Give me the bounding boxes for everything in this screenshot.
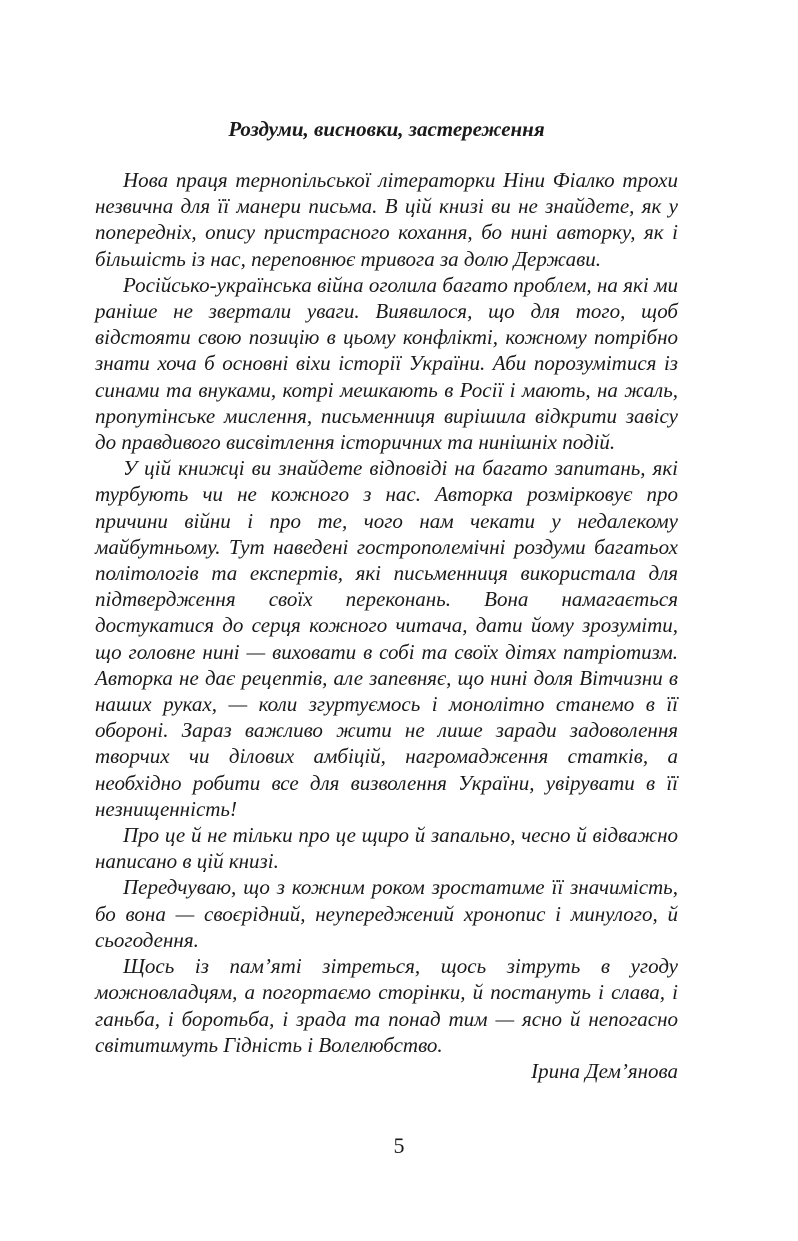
author-signature: Ірина Дем’янова: [531, 1058, 678, 1083]
paragraph-5: Передчуваю, що з кожним роком зростатиме її значимість, бо вона — своєрідний, неупереджений хронопис і минулого, й сьогодення.: [95, 875, 678, 952]
page-number: 5: [393, 1133, 405, 1158]
paragraph-3: У цій книжці ви знайдете відповіді на багато запитань, які турбують чи не кожного з нас. Авторка розмірковує про причини війни і про те, чого нам чекати у недалекому майбутньому. Тут наведені гострополемічні роздуми багатьох політологів та експертів, які письменниця використала для підтвердження своїх переконань. Вона намагається достукатися до серця кожного читача, дати йому зрозуміти, що головне нині — виховати в собі та своїх дітях патріотизм. Авторка не дає рецептів, але запевняє, що нині доля Вітчизни в наших руках, — коли згуртуємось і монолітно станемо в її обороні. Зараз важливо жити не лише заради задоволення творчих чи ділових амбіцій, нагромадження статків, а необхідно робити все для визволення України, увірувати в її незнищенність!: [95, 456, 678, 821]
paragraph-2: Російсько-українська війна оголила багато проблем, на які ми раніше не звертали уваги. Виявилося, що для того, щоб відстояти свою позицію в цьому конфлікті, кожному потрібно знати хоча б основні віхи історії України. Аби порозумітися із синами та внуками, котрі мешкають в Росії і мають, на жаль, пропутінське мислення, письменниця вирішила відкрити завісу до правдивого висвітлення історичних та нинішніх подій.: [95, 272, 678, 455]
chapter-title: Роздуми, висновки, застереження: [228, 117, 545, 141]
foreword-body: [95, 167, 678, 1084]
paragraph-1: Нова праця тернопільської літераторки Ніни Фіалко трохи незвична для її манери письма. В цій книзі ви не знайдете, як у попередніх, опису пристрасного кохання, бо нині авторку, як і більшість із нас, переповнює тривога за долю Держави.: [95, 168, 678, 271]
paragraph-4: Про це й не тільки про це щиро й запально, чесно й відважно написано в цій книзі.: [95, 823, 678, 874]
paragraph-6: Щось із пам’яті зітреться, щось зітруть в угоду можновладцям, а погортаємо сторінки, й постануть і слава, і ганьба, і боротьба, і зрада та понад тим — ясно й непогасно світитимуть Гідність і Волелюбство.: [95, 954, 678, 1057]
